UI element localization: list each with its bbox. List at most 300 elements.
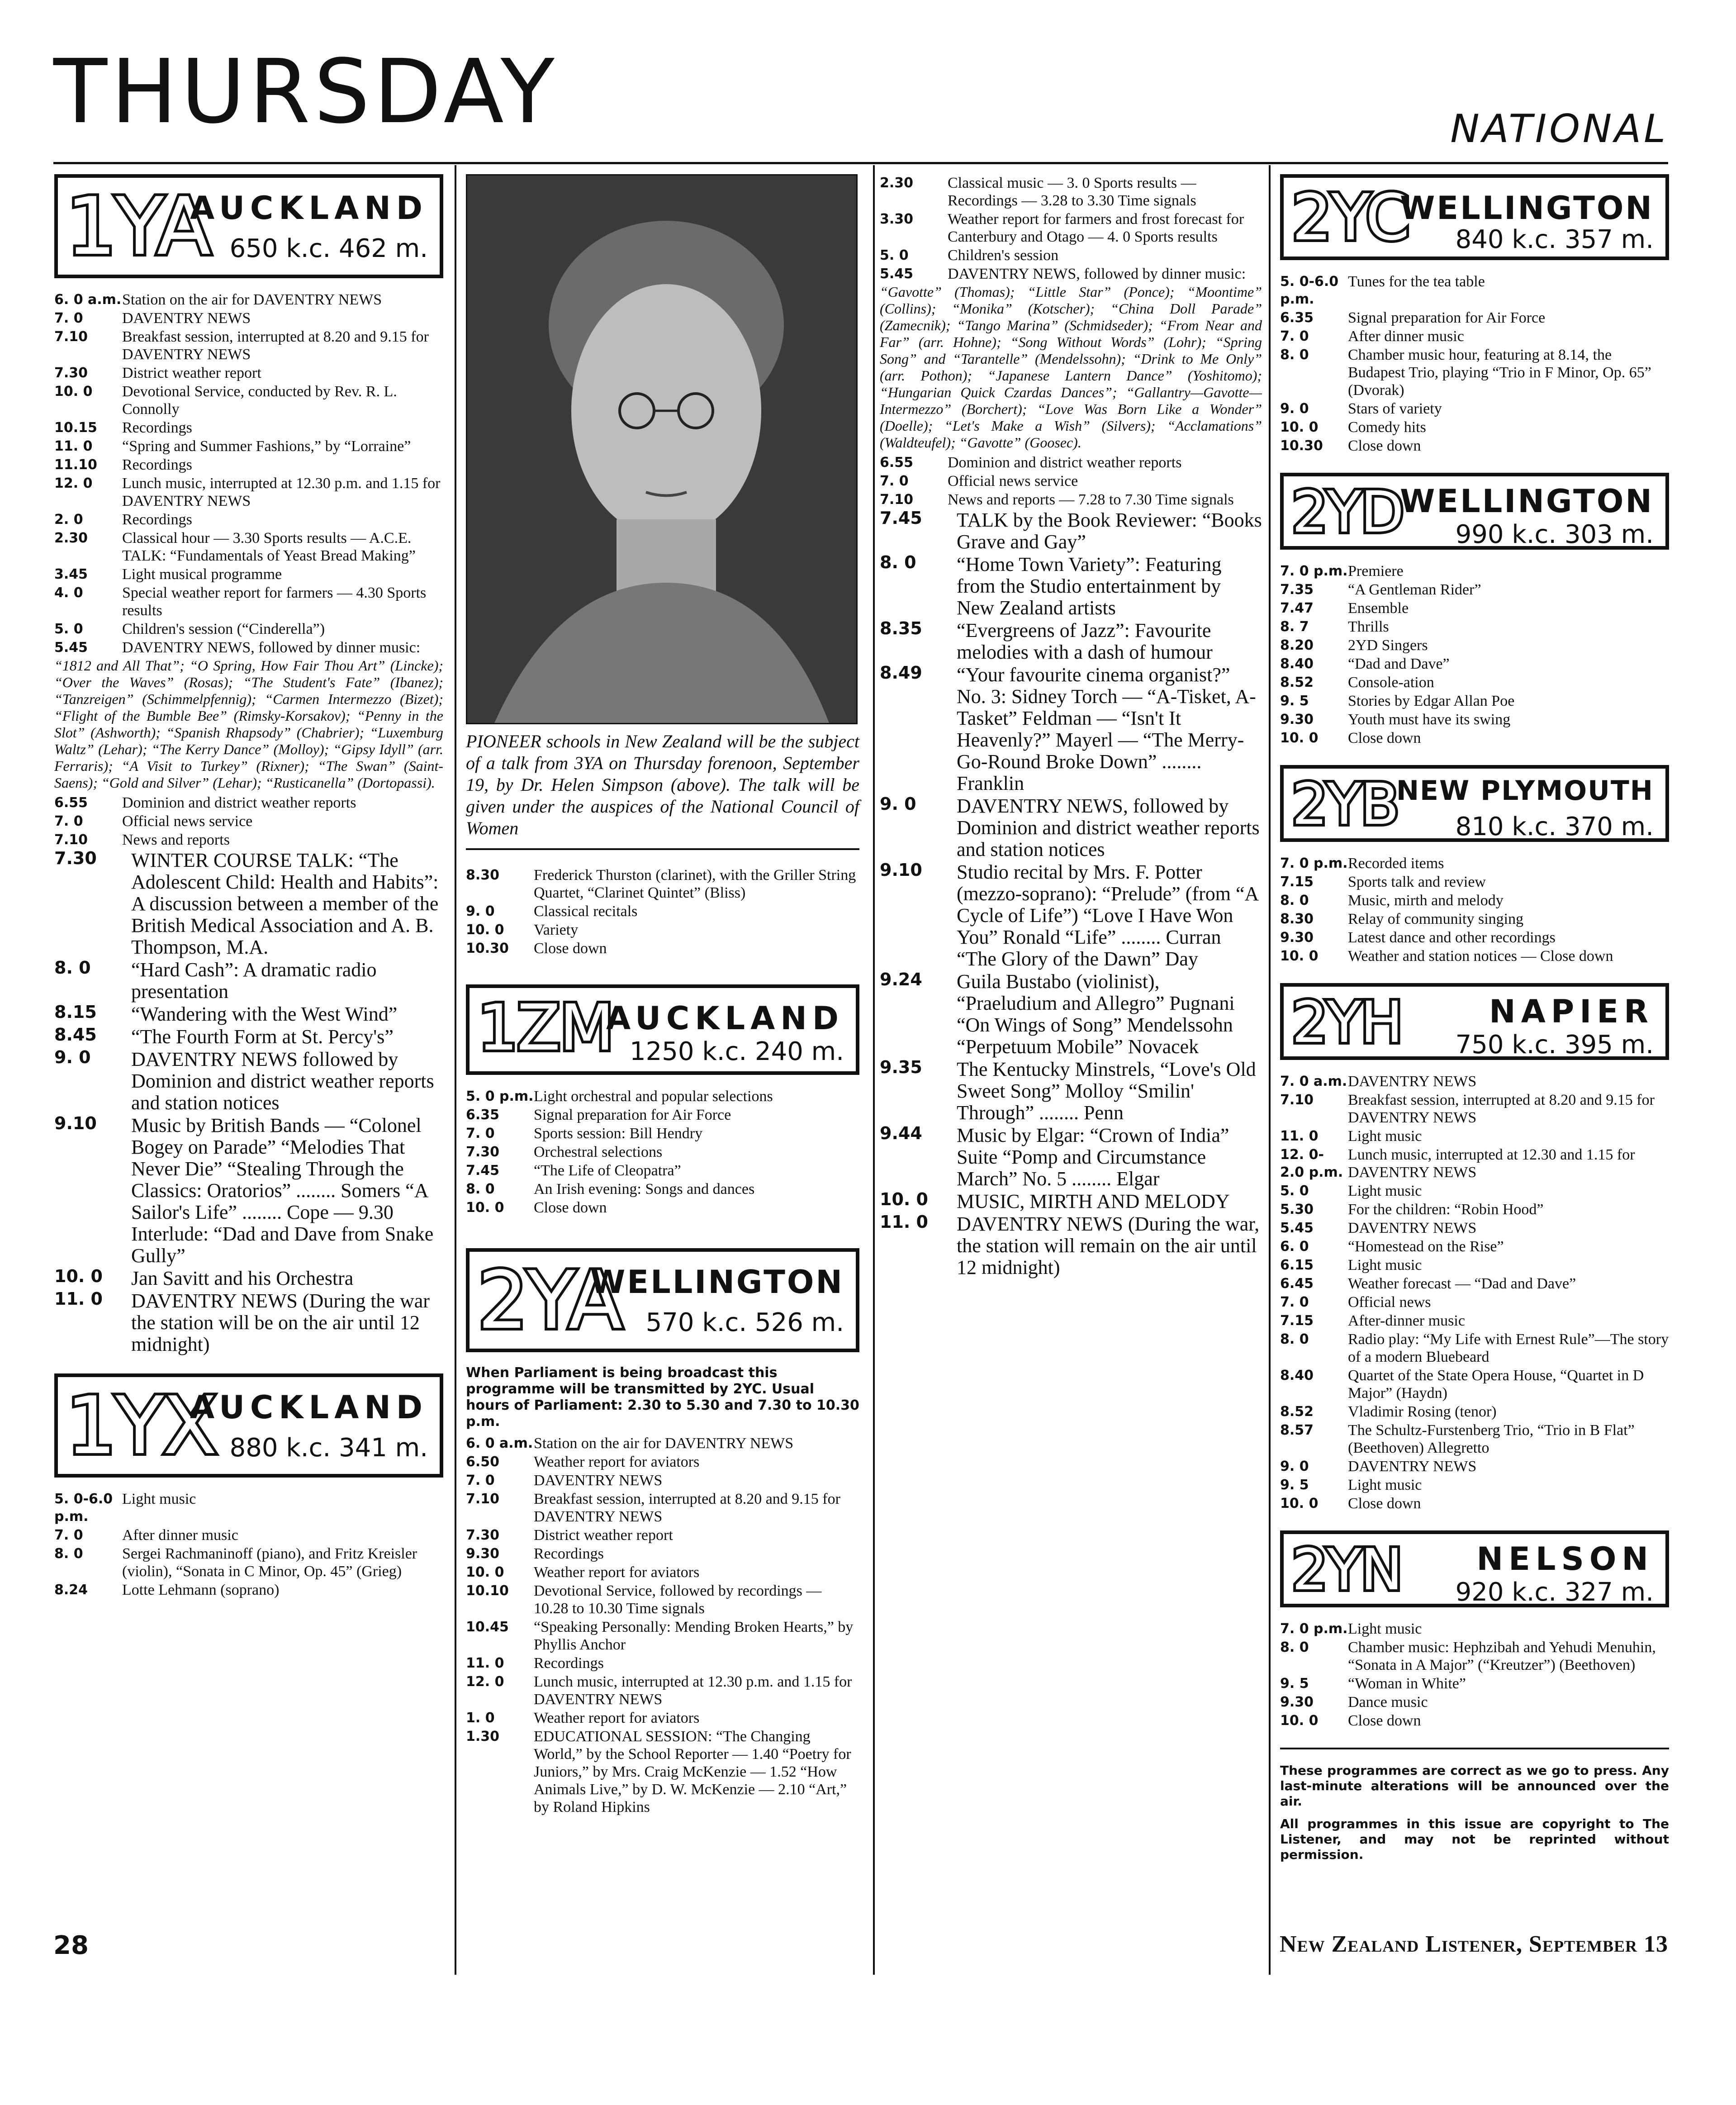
schedule-item bbox=[1280, 729, 1669, 747]
schedule-description: Weather report for aviators bbox=[534, 1710, 700, 1726]
schedule-item bbox=[466, 921, 859, 939]
schedule-time: 7.10 bbox=[466, 1491, 500, 1507]
schedule-time: 5. 0 bbox=[54, 621, 83, 637]
schedule-description: DAVENTRY NEWS, followed by dinner music: bbox=[122, 639, 421, 656]
schedule-1yx bbox=[54, 1490, 443, 1599]
schedule-time: 7.30 bbox=[54, 848, 97, 868]
schedule-item bbox=[1280, 437, 1669, 455]
schedule-description: Lunch music, interrupted at 12.30 p.m. and 1.15 for DAVENTRY NEWS bbox=[534, 1673, 852, 1708]
schedule-description: Station on the air for DAVENTRY NEWS bbox=[122, 291, 382, 308]
schedule-description: DAVENTRY NEWS (During the war, the station will remain on the air until 12 midnight) bbox=[957, 1213, 1260, 1278]
schedule-description: Sports talk and review bbox=[1348, 874, 1486, 890]
schedule-time: 8.57 bbox=[1280, 1422, 1314, 1438]
schedule-1zm bbox=[466, 1088, 859, 1216]
schedule-item bbox=[1280, 655, 1669, 673]
schedule-1ya-feature bbox=[54, 850, 443, 1355]
schedule-item bbox=[1280, 1693, 1669, 1711]
schedule-item bbox=[1280, 873, 1669, 891]
schedule-time: 6.35 bbox=[466, 1107, 500, 1123]
schedule-description: Lunch music, interrupted at 12.30 p.m. and 1.15 for DAVENTRY NEWS bbox=[122, 475, 441, 509]
schedule-description: WINTER COURSE TALK: “The Adolescent Child: Health and Habits”: A discussion between a member of the British Medical Association and A. B. Thompson, M.A. bbox=[131, 849, 439, 958]
schedule-description: TALK by the Book Reviewer: “Books Grave and Gay” bbox=[957, 509, 1262, 553]
column-divider bbox=[455, 165, 456, 1975]
schedule-item bbox=[1280, 1675, 1669, 1692]
schedule-description: Close down bbox=[1348, 1712, 1421, 1729]
schedule-time: 7.45 bbox=[466, 1163, 500, 1178]
schedule-2ya bbox=[466, 1435, 859, 1816]
schedule-time: 7.30 bbox=[466, 1527, 500, 1543]
schedule-time: 8. 0 bbox=[54, 958, 91, 978]
station-frequency: 650 k.c. 462 m. bbox=[229, 234, 428, 263]
schedule-description: DAVENTRY NEWS, followed by Dominion and district weather reports and station notices bbox=[957, 795, 1260, 860]
schedule-time: 7. 0 bbox=[466, 1473, 495, 1488]
schedule-item bbox=[1280, 328, 1669, 345]
publication-line: New Zealand Listener, September 13 bbox=[1280, 1931, 1668, 1957]
schedule-item bbox=[54, 529, 443, 565]
schedule-time: 8.45 bbox=[54, 1025, 97, 1045]
schedule-item bbox=[1280, 1421, 1669, 1457]
schedule-item bbox=[466, 1728, 859, 1816]
station-header-2yb bbox=[1280, 765, 1669, 842]
schedule-time: 5. 0-6.0 p.m. bbox=[54, 1491, 113, 1525]
schedule-description: Premiere bbox=[1348, 563, 1404, 580]
schedule-item bbox=[1280, 1127, 1669, 1145]
schedule-item bbox=[466, 1709, 859, 1727]
schedule-item bbox=[466, 1618, 859, 1654]
column-divider bbox=[873, 165, 875, 1975]
portrait-illustration bbox=[467, 176, 856, 723]
schedule-description: Relay of community singing bbox=[1348, 911, 1524, 927]
schedule-description: Comedy hits bbox=[1348, 419, 1426, 436]
schedule-item bbox=[466, 1582, 859, 1617]
schedule-description: DAVENTRY NEWS bbox=[534, 1472, 663, 1489]
schedule-description: Official news service bbox=[122, 813, 253, 830]
schedule-description: Chamber music: Hephzibah and Yehudi Menuhin, “Sonata in A Major” (“Kreutzer”) (Beethoven) bbox=[1348, 1639, 1656, 1673]
schedule-description: Latest dance and other recordings bbox=[1348, 929, 1556, 946]
schedule-time: 6.55 bbox=[880, 455, 914, 470]
schedule-item bbox=[466, 1526, 859, 1544]
schedule-description: Classical music — 3. 0 Sports results — Recordings — 3.28 to 3.30 Time signals bbox=[948, 175, 1196, 209]
schedule-time: 10. 0 bbox=[1280, 730, 1319, 746]
schedule-time: 7. 0 bbox=[54, 813, 83, 829]
schedule-time: 4. 0 bbox=[54, 585, 83, 601]
schedule-time: 9.10 bbox=[880, 860, 922, 880]
schedule-item bbox=[880, 174, 1262, 209]
schedule-item bbox=[54, 794, 443, 812]
schedule-time: 8. 0 bbox=[54, 1546, 83, 1562]
station-header-1ya bbox=[54, 174, 443, 278]
schedule-description: Light music bbox=[1348, 1183, 1422, 1199]
schedule-description: Dominion and district weather reports bbox=[122, 794, 356, 811]
station-call-sign: 2YN bbox=[1292, 1537, 1402, 1603]
schedule-description: District weather report bbox=[534, 1527, 673, 1544]
page-title: THURSDAY bbox=[53, 40, 558, 143]
schedule-time: 10. 0 bbox=[466, 1200, 504, 1216]
top-rule bbox=[53, 162, 1668, 164]
schedule-description: “Hard Cash”: A dramatic radio presentation bbox=[131, 959, 377, 1003]
schedule-time: 6.50 bbox=[466, 1454, 500, 1470]
schedule-item bbox=[1280, 910, 1669, 928]
schedule-time: 10.15 bbox=[54, 420, 97, 436]
station-city: AUCKLAND bbox=[190, 1389, 428, 1426]
schedule-item bbox=[54, 309, 443, 327]
schedule-item bbox=[1280, 346, 1669, 399]
schedule-time: 7.15 bbox=[1280, 874, 1314, 890]
schedule-description: District weather report bbox=[122, 365, 261, 381]
schedule-time: 7.10 bbox=[54, 329, 88, 345]
schedule-description: Quartet of the State Opera House, “Quartet in D Major” (Haydn) bbox=[1348, 1367, 1644, 1402]
schedule-description: “Home Town Variety”: Featuring from the Studio entertainment by New Zealand artists bbox=[957, 553, 1222, 619]
schedule-time: 10. 0 bbox=[1280, 1496, 1319, 1511]
schedule-time: 9.30 bbox=[1280, 712, 1314, 727]
schedule-item bbox=[1280, 1330, 1669, 1366]
schedule-time: 1. 0 bbox=[466, 1710, 495, 1726]
schedule-description: Dominion and district weather reports bbox=[948, 454, 1182, 471]
schedule-description: DAVENTRY NEWS followed by Dominion and district weather reports and station notices bbox=[131, 1048, 434, 1114]
schedule-description: Devotional Service, followed by recordings — 10.28 to 10.30 Time signals bbox=[534, 1582, 822, 1617]
schedule-item bbox=[1280, 1495, 1669, 1512]
station-header-1zm bbox=[466, 984, 859, 1075]
station-call-sign: 1ZM bbox=[478, 991, 613, 1065]
schedule-time: 8.49 bbox=[880, 663, 922, 683]
schedule-time: 8.40 bbox=[1280, 1368, 1314, 1383]
schedule-item bbox=[54, 850, 443, 958]
schedule-item bbox=[54, 620, 443, 638]
schedule-description: Light music bbox=[122, 1491, 196, 1507]
schedule-2yb bbox=[1280, 855, 1669, 965]
station-call-sign: 2YB bbox=[1292, 772, 1399, 837]
schedule-item bbox=[54, 364, 443, 382]
schedule-time: 6.15 bbox=[1280, 1257, 1314, 1273]
schedule-description: Orchestral selections bbox=[534, 1144, 663, 1160]
schedule-time: 12. 0 bbox=[54, 475, 93, 491]
schedule-time: 9. 5 bbox=[1280, 1477, 1309, 1493]
schedule-item bbox=[880, 1191, 1262, 1212]
schedule-time: 9. 5 bbox=[1280, 693, 1309, 709]
schedule-item bbox=[54, 1026, 443, 1048]
schedule-description: Variety bbox=[534, 922, 579, 938]
schedule-item bbox=[54, 1490, 443, 1525]
schedule-description: DAVENTRY NEWS bbox=[1348, 1220, 1477, 1236]
schedule-item bbox=[466, 1563, 859, 1581]
schedule-description: Tunes for the tea table bbox=[1348, 273, 1485, 290]
schedule-description: Breakfast session, interrupted at 8.20 and 9.15 for DAVENTRY NEWS bbox=[534, 1491, 840, 1525]
schedule-description: DAVENTRY NEWS (During the war the station will be on the air until 12 midnight) bbox=[131, 1290, 430, 1355]
schedule-description: Console-ation bbox=[1348, 674, 1434, 691]
schedule-item bbox=[466, 866, 859, 902]
schedule-time: 8. 0 bbox=[880, 552, 916, 572]
schedule-time: 9.10 bbox=[54, 1113, 97, 1133]
schedule-item bbox=[1280, 1403, 1669, 1421]
schedule-description: Lotte Lehmann (soprano) bbox=[122, 1582, 280, 1598]
schedule-item bbox=[1280, 400, 1669, 418]
schedule-time: 8. 0 bbox=[1280, 1331, 1309, 1347]
schedule-description: “Speaking Personally: Mending Broken Hearts,” by Phyllis Anchor bbox=[534, 1619, 854, 1653]
station-city: NEW PLYMOUTH bbox=[1396, 775, 1654, 807]
schedule-time: 10. 0 bbox=[54, 1266, 103, 1286]
schedule-2yc bbox=[1280, 273, 1669, 455]
portrait-photo bbox=[466, 174, 858, 724]
station-frequency: 880 k.c. 341 m. bbox=[229, 1433, 428, 1463]
schedule-description: Classical recitals bbox=[534, 903, 638, 920]
schedule-time: 9. 0 bbox=[1280, 401, 1309, 417]
schedule-description: Recordings bbox=[534, 1655, 604, 1672]
schedule-item bbox=[1280, 618, 1669, 636]
schedule-item bbox=[880, 861, 1262, 970]
station-header-1yx bbox=[54, 1373, 443, 1478]
schedule-time: 5.30 bbox=[1280, 1202, 1314, 1217]
schedule-description: Weather report for farmers and frost forecast for Canterbury and Otago — 4. 0 Sports results bbox=[948, 211, 1244, 245]
schedule-time: 6.35 bbox=[1280, 310, 1314, 326]
schedule-item bbox=[54, 639, 443, 656]
schedule-item bbox=[54, 328, 443, 363]
schedule-time: 11. 0 bbox=[54, 438, 93, 454]
schedule-time: 10. 0 bbox=[1280, 1713, 1319, 1729]
schedule-description: Weather report for aviators bbox=[534, 1564, 700, 1581]
schedule-item bbox=[880, 1213, 1262, 1278]
schedule-description: Chamber music hour, featuring at 8.14, the Budapest Trio, playing “Trio in F Minor, Op. 65” (Dvorak) bbox=[1348, 347, 1651, 399]
schedule-item bbox=[880, 971, 1262, 1058]
schedule-description: Youth must have its swing bbox=[1348, 711, 1511, 728]
schedule-time: 10. 0 bbox=[466, 922, 504, 938]
schedule-time: 2.30 bbox=[54, 530, 88, 546]
schedule-time: 8.30 bbox=[1280, 911, 1314, 927]
schedule-item bbox=[54, 1003, 443, 1025]
schedule-item bbox=[1280, 929, 1669, 946]
schedule-item bbox=[466, 1490, 859, 1525]
schedule-item bbox=[54, 813, 443, 830]
schedule-time: 5. 0 bbox=[880, 247, 909, 263]
schedule-item bbox=[1280, 418, 1669, 436]
schedule-time: 6. 0 a.m. bbox=[466, 1435, 533, 1451]
schedule-time: 5.45 bbox=[54, 640, 88, 656]
schedule-2yn bbox=[1280, 1620, 1669, 1730]
schedule-description: DAVENTRY NEWS bbox=[1348, 1073, 1477, 1090]
schedule-description: Vladimir Rosing (tenor) bbox=[1348, 1403, 1497, 1420]
schedule-time: 5. 0 bbox=[1280, 1183, 1309, 1199]
schedule-item bbox=[880, 620, 1262, 663]
schedule-item bbox=[1280, 1476, 1669, 1494]
schedule-description: Special weather report for farmers — 4.30 Sports results bbox=[122, 584, 427, 619]
schedule-time: 10.30 bbox=[466, 941, 509, 956]
schedule-description: News and reports bbox=[122, 832, 230, 848]
schedule-description: Children's session (“Cinderella”) bbox=[122, 621, 325, 637]
schedule-description: Station on the air for DAVENTRY NEWS bbox=[534, 1435, 794, 1452]
schedule-description: “Your favourite cinema organist?” No. 3: Sidney Torch — “A-Tisket, A-Tasket” Feldman — “Isn't It Heavenly?” Mayerl — “The Merry-Go-Round Broke Down” ........ Franklin bbox=[957, 664, 1256, 794]
schedule-time: 7. 0 bbox=[54, 1527, 83, 1543]
schedule-item bbox=[1280, 692, 1669, 710]
station-call-sign: 2YC bbox=[1292, 181, 1409, 255]
schedule-description: “Dad and Dave” bbox=[1348, 656, 1450, 672]
schedule-time: 7. 0 a.m. bbox=[1280, 1074, 1347, 1089]
schedule-description: Thrills bbox=[1348, 618, 1389, 635]
schedule-time: 8.24 bbox=[54, 1582, 88, 1598]
notice-alterations: These programmes are correct as we go to press. Any last-minute alterations will be announced over the air. bbox=[1280, 1763, 1669, 1809]
station-city: NAPIER bbox=[1489, 993, 1654, 1030]
schedule-item bbox=[1280, 1256, 1669, 1274]
schedule-description: Close down bbox=[534, 1199, 607, 1216]
schedule-description: Close down bbox=[534, 940, 607, 957]
schedule-item bbox=[1280, 1182, 1669, 1200]
schedule-description: “Woman in White” bbox=[1348, 1675, 1466, 1692]
schedule-item bbox=[1280, 1293, 1669, 1311]
schedule-time: 7.47 bbox=[1280, 600, 1314, 616]
station-header-2yc bbox=[1280, 174, 1669, 260]
copyright-notice bbox=[1280, 1748, 1669, 1863]
schedule-description: “The Life of Cleopatra” bbox=[534, 1162, 681, 1179]
schedule-time: 7.30 bbox=[54, 365, 88, 381]
schedule-time: 3.45 bbox=[54, 566, 88, 582]
schedule-item bbox=[466, 1654, 859, 1672]
schedule-time: 5. 0 p.m. bbox=[466, 1088, 534, 1104]
schedule-description: “Spring and Summer Fashions,” by “Lorraine” bbox=[122, 438, 411, 455]
schedule-time: 9.44 bbox=[880, 1123, 922, 1143]
schedule-description: Recordings bbox=[122, 456, 192, 473]
divider bbox=[466, 848, 859, 850]
schedule-item bbox=[1280, 1367, 1669, 1402]
notice-copyright: All programmes in this issue are copyright to The Listener, and may not be reprinted without permission. bbox=[1280, 1816, 1669, 1862]
schedule-time: 7. 0 bbox=[54, 310, 83, 326]
schedule-item bbox=[880, 509, 1262, 553]
schedule-item bbox=[1280, 637, 1669, 654]
schedule-description: Devotional Service, conducted by Rev. R. L. Connolly bbox=[122, 383, 397, 418]
schedule-time: 8.35 bbox=[880, 618, 922, 638]
schedule-description: Light music bbox=[1348, 1477, 1422, 1493]
schedule-time: 7. 0 bbox=[1280, 328, 1309, 344]
schedule-2ya-evening bbox=[880, 454, 1262, 508]
schedule-item bbox=[880, 472, 1262, 490]
schedule-item bbox=[880, 491, 1262, 508]
page-number: 28 bbox=[53, 1931, 89, 1960]
schedule-description: Breakfast session, interrupted at 8.20 and 9.15 for DAVENTRY NEWS bbox=[122, 328, 429, 363]
schedule-item bbox=[880, 210, 1262, 246]
schedule-item bbox=[54, 1526, 443, 1544]
schedule-continued bbox=[466, 866, 859, 957]
schedule-description: “A Gentleman Rider” bbox=[1348, 581, 1481, 598]
schedule-item bbox=[54, 291, 443, 309]
schedule-item bbox=[1280, 1091, 1669, 1126]
station-call-sign: 2YD bbox=[1292, 480, 1404, 545]
schedule-description: Signal preparation for Air Force bbox=[1348, 309, 1546, 326]
schedule-description: After dinner music bbox=[1348, 328, 1464, 345]
schedule-description: After dinner music bbox=[122, 1527, 238, 1544]
schedule-time: 10.10 bbox=[466, 1583, 509, 1599]
station-city: WELLINGTON bbox=[1400, 190, 1654, 227]
schedule-time: 2.30 bbox=[880, 175, 914, 191]
schedule-description: Recorded items bbox=[1348, 855, 1444, 872]
schedule-description: Light music bbox=[1348, 1620, 1422, 1637]
schedule-description: The Kentucky Minstrels, “Love's Old Sweet Song” Molloy “Smilin' Through” ........ Penn bbox=[957, 1058, 1256, 1124]
schedule-time: 7.30 bbox=[466, 1144, 500, 1160]
schedule-time: 11. 0 bbox=[1280, 1128, 1319, 1144]
schedule-description: Music by Elgar: “Crown of India” Suite “Pomp and Circumstance March” No. 5 ........ Elgar bbox=[957, 1124, 1229, 1190]
schedule-item bbox=[54, 419, 443, 437]
schedule-item bbox=[880, 247, 1262, 264]
schedule-time: 9. 0 bbox=[466, 903, 495, 919]
schedule-item bbox=[466, 1088, 859, 1105]
schedule-item bbox=[54, 565, 443, 583]
schedule-item bbox=[466, 1453, 859, 1471]
schedule-item bbox=[880, 554, 1262, 619]
schedule-description: Weather report for aviators bbox=[534, 1454, 700, 1470]
station-city: WELLINGTON bbox=[590, 1264, 844, 1301]
schedule-item bbox=[466, 1143, 859, 1161]
schedule-time: 11. 0 bbox=[466, 1655, 504, 1671]
schedule-item bbox=[466, 940, 859, 957]
schedule-item bbox=[466, 903, 859, 920]
schedule-description: An Irish evening: Songs and dances bbox=[534, 1181, 755, 1197]
schedule-description: Weather forecast — “Dad and Dave” bbox=[1348, 1275, 1576, 1292]
station-call-sign: 2YH bbox=[1292, 990, 1402, 1055]
schedule-description: Lunch music, interrupted at 12.30 and 1.15 for DAVENTRY NEWS bbox=[1348, 1146, 1635, 1181]
schedule-time: 8.20 bbox=[1280, 637, 1314, 653]
station-frequency: 990 k.c. 303 m. bbox=[1455, 520, 1654, 549]
schedule-description: Light musical programme bbox=[122, 566, 282, 583]
column-divider bbox=[1269, 165, 1271, 1975]
schedule-description: Jan Savitt and his Orchestra bbox=[131, 1267, 354, 1289]
schedule-time: 10. 0 bbox=[54, 384, 93, 399]
schedule-description: Music, mirth and melody bbox=[1348, 892, 1504, 909]
schedule-time: 8. 0 bbox=[1280, 893, 1309, 908]
schedule-description: Light music bbox=[1348, 1128, 1422, 1145]
schedule-item bbox=[54, 475, 443, 510]
schedule-time: 3.30 bbox=[880, 211, 914, 227]
schedule-time: 10. 0 bbox=[1280, 419, 1319, 435]
schedule-time: 5.45 bbox=[1280, 1220, 1314, 1236]
schedule-time: 7.10 bbox=[880, 492, 914, 508]
schedule-description: For the children: “Robin Hood” bbox=[1348, 1201, 1544, 1218]
schedule-description: Official news service bbox=[948, 473, 1078, 489]
schedule-item bbox=[54, 1115, 443, 1267]
schedule-2ya-afternoon bbox=[880, 174, 1262, 283]
schedule-description: DAVENTRY NEWS bbox=[122, 310, 251, 327]
station-header-2ya bbox=[466, 1248, 859, 1352]
schedule-item bbox=[1280, 1712, 1669, 1730]
schedule-item bbox=[880, 265, 1262, 283]
schedule-time: 8.40 bbox=[1280, 656, 1314, 672]
schedule-item bbox=[1280, 892, 1669, 909]
schedule-description: Signal preparation for Air Force bbox=[534, 1107, 731, 1123]
schedule-time: 7.10 bbox=[54, 832, 88, 848]
schedule-time: 9.30 bbox=[466, 1546, 500, 1562]
parliament-note: When Parliament is being broadcast this programme will be transmitted by 2YC. Usual hours of Parliament: 2.30 to 5.30 and 7.30 to 10.30 p.m. bbox=[466, 1365, 859, 1430]
dinner-music-list: “1812 and All That”; “O Spring, How Fair Thou Art” (Lincke); “Over the Waves” (Rosas); “The Student's Fate” (Ibanez); “Tanzreigen” (Schimmelpfennig); “Carmen Intermezzo (Bizet); “Flight of the Bumble Bee” (Rimsky-Korsakov); “Penny in the Slot” (Ashworth); “Spanish Rhapsody” (Chabrier); “Luxemburg Waltz” (Lehar); “The Kerry Dance” (Molloy); “Gipsy Idyll” (arr. Ferraris); “A Visit to Turkey” (Rixner); “The Swan” (Saint-Saens); “Gold and Silver” (Lehar); “Rusticanella” (Dortopassi). bbox=[54, 657, 443, 791]
schedule-time: 12. 0-2.0 p.m. bbox=[1280, 1147, 1343, 1180]
schedule-time: 5. 0-6.0 p.m. bbox=[1280, 274, 1339, 307]
schedule-2yd bbox=[1280, 562, 1669, 747]
schedule-time: 10. 0 bbox=[466, 1564, 504, 1580]
schedule-item bbox=[466, 1162, 859, 1179]
station-frequency: 1250 k.c. 240 m. bbox=[630, 1037, 844, 1066]
schedule-time: 9. 0 bbox=[54, 1047, 91, 1067]
schedule-item bbox=[1280, 947, 1669, 965]
schedule-time: 12. 0 bbox=[466, 1674, 504, 1690]
schedule-time: 8.52 bbox=[1280, 675, 1314, 690]
schedule-description: Children's session bbox=[948, 247, 1059, 264]
schedule-item bbox=[1280, 1146, 1669, 1181]
schedule-description: 2YD Singers bbox=[1348, 637, 1428, 654]
schedule-1ya-evening bbox=[54, 794, 443, 849]
station-call-sign: 1YX bbox=[66, 1380, 217, 1472]
schedule-description: News and reports — 7.28 to 7.30 Time signals bbox=[948, 491, 1234, 508]
schedule-description: DAVENTRY NEWS bbox=[1348, 1458, 1477, 1475]
schedule-description: Recordings bbox=[122, 511, 192, 528]
schedule-item bbox=[54, 1581, 443, 1599]
station-frequency: 570 k.c. 526 m. bbox=[645, 1308, 844, 1337]
schedule-time: 7. 0 bbox=[466, 1126, 495, 1141]
schedule-description: Dance music bbox=[1348, 1694, 1428, 1711]
schedule-description: Close down bbox=[1348, 1495, 1421, 1512]
